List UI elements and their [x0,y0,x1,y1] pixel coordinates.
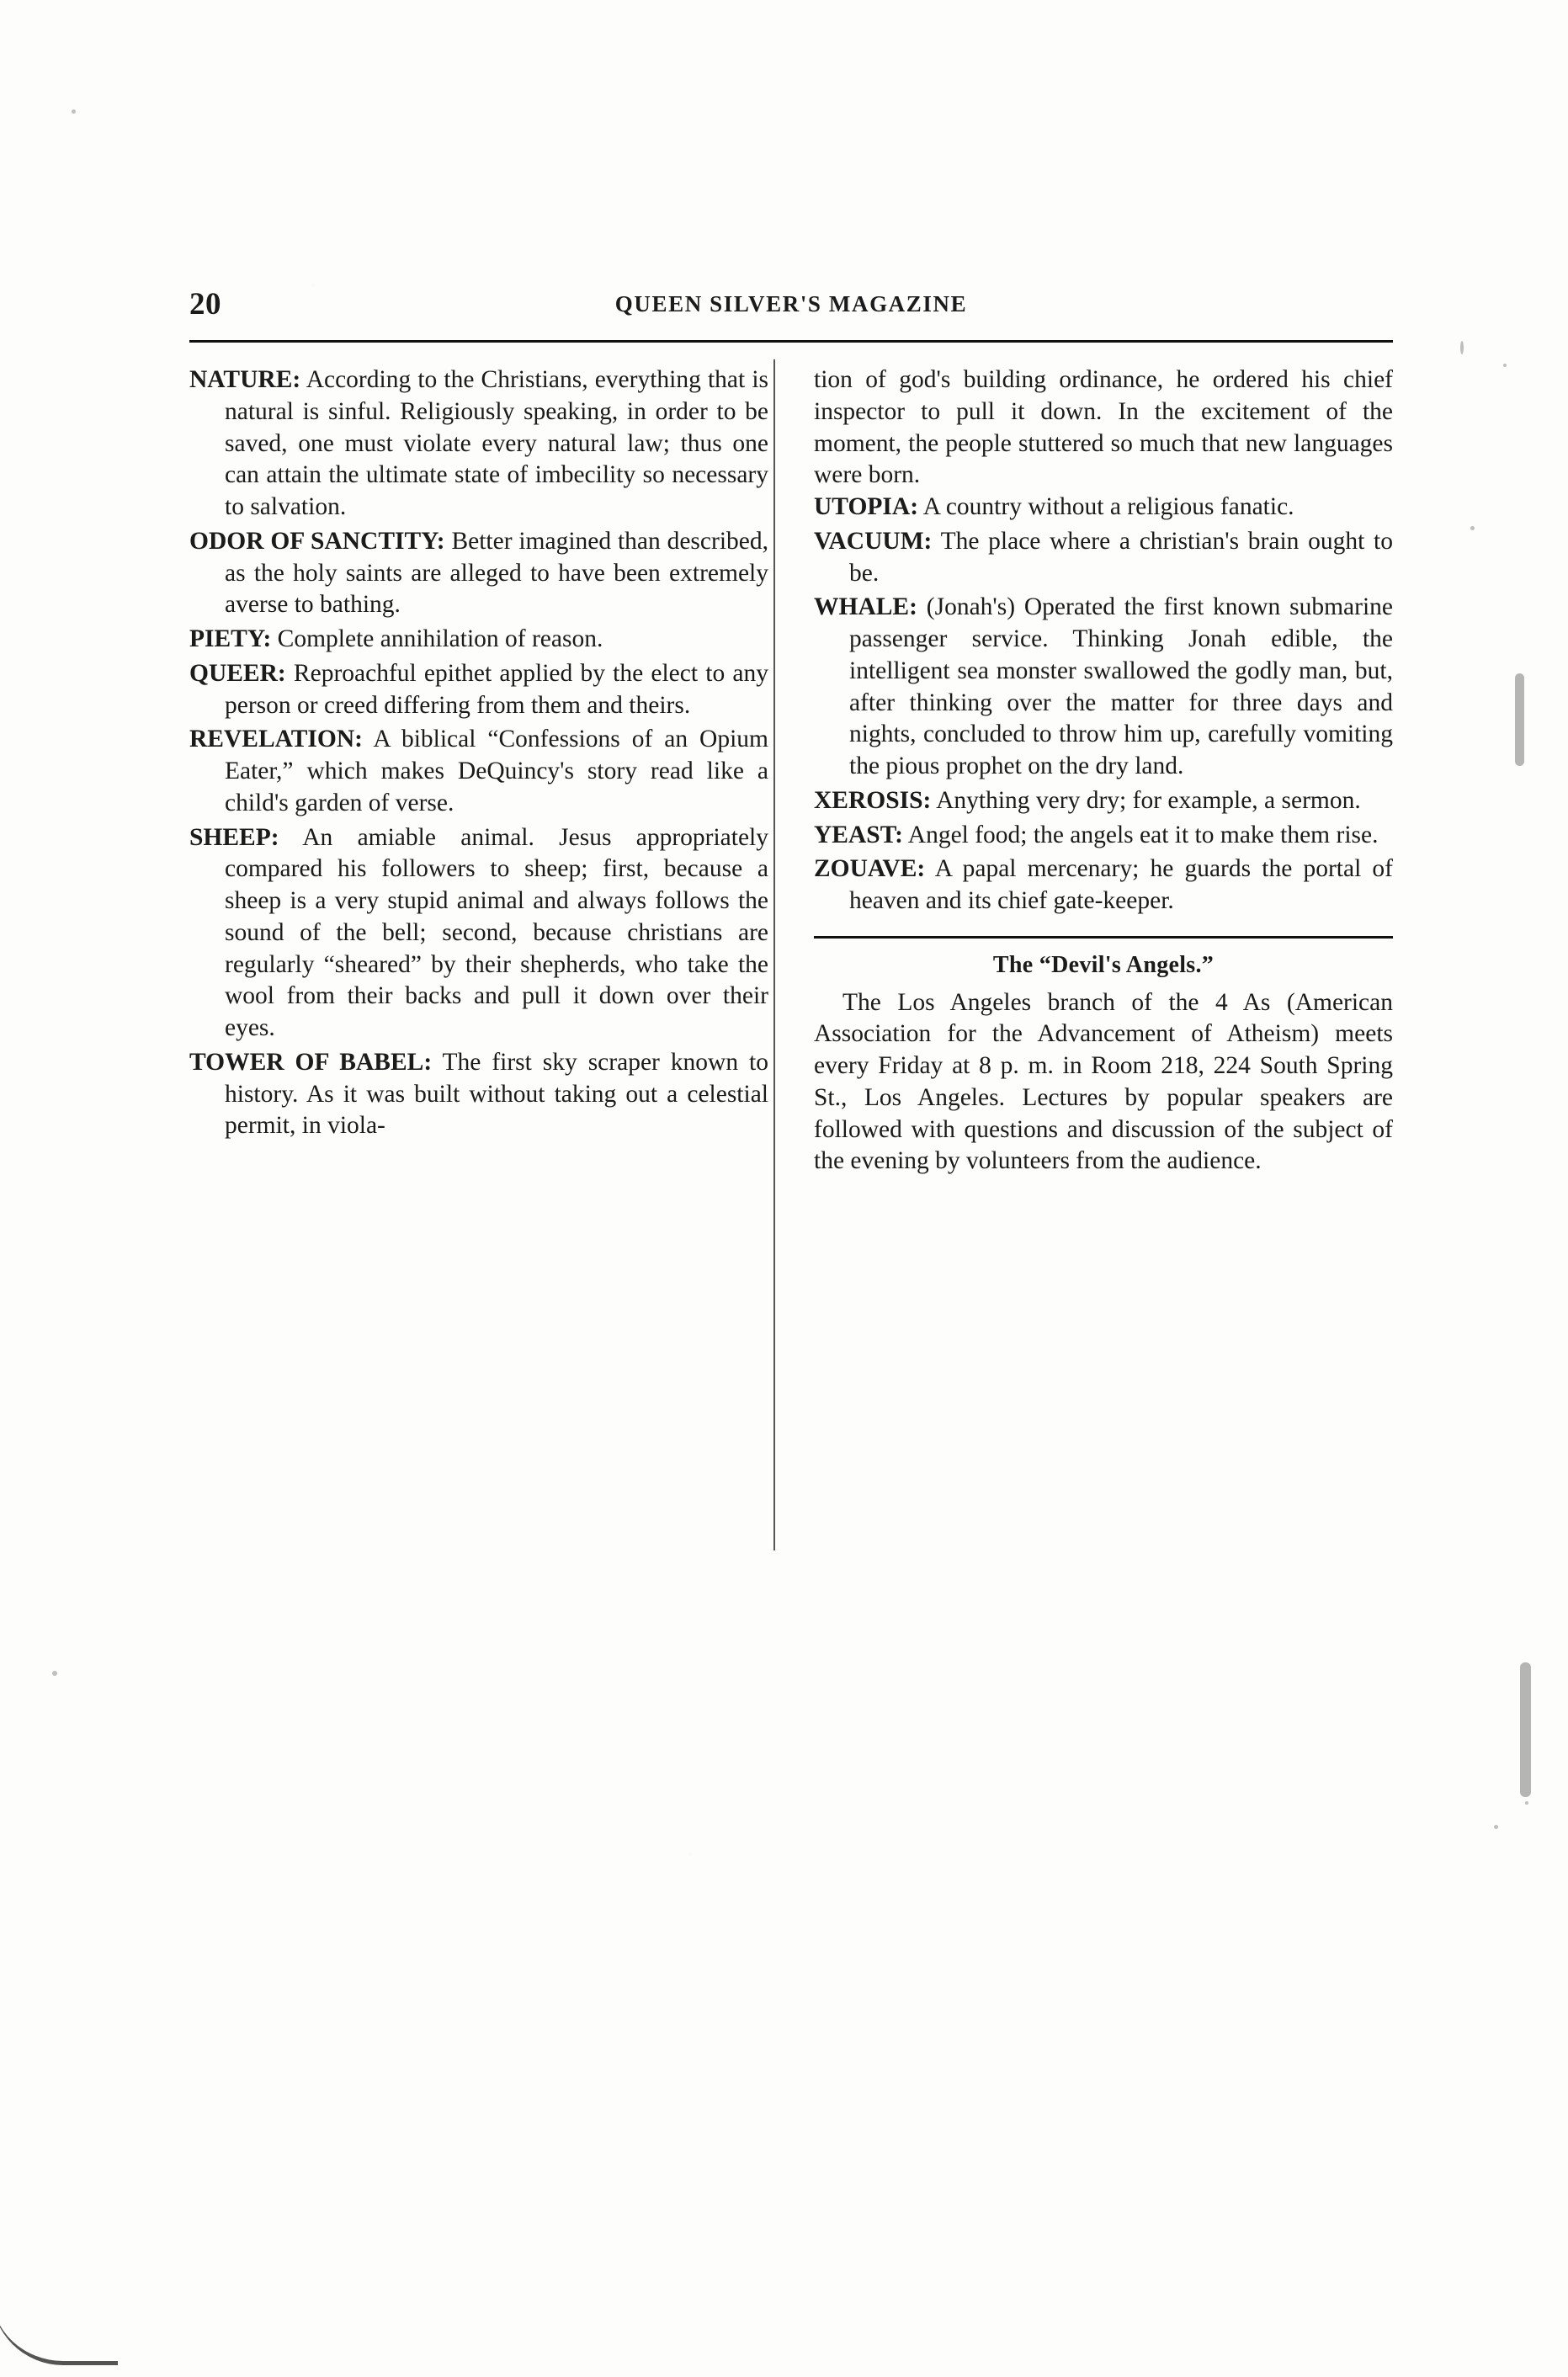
entry-term: YEAST: [814,821,904,848]
right-column [789,364,1393,1178]
glossary-entry [189,364,768,524]
margin-smudge [1515,673,1524,766]
page-number: 20 [189,287,221,322]
left-column [189,364,789,1178]
running-title: QUEEN SILVER'S MAGAZINE [614,291,968,316]
scan-speck [1460,341,1464,354]
entry-definition: Angel food; the angels eat it to make them rise. [903,821,1379,848]
glossary-entry [189,1047,768,1142]
entry-definition: A papal mercenary; he guards the portal of heaven and its chief gate-keeper. [849,855,1393,914]
notice-body: The Los Angeles branch of the 4 As (American Association for the Advancement of Atheism) meets every Friday at 8 p. m. in Room 218, 224 South Spring St., Los Angeles. Lectures by popular speakers are followed with questions and discussion of the subject of the evening by volunteers from the audience. [814,988,1393,1175]
entry-definition: Complete annihilation of reason. [271,625,603,652]
entry-term: ODOR OF SANCTITY: [189,527,445,555]
entry-term: SHEEP: [189,823,279,851]
notice-heading: The “Devil's Angels.” [992,951,1215,978]
glossary-entry [814,853,1393,917]
notice-rule [814,936,1393,939]
entry-definition: (Jonah's) Operated the first known submarine passenger service. Thinking Jonah edible, the intelligent sea monster swallowed the godly man, but, after thinking over the matter for three days and nights, concluded to throw him up, carefully vomiting the pious prophet on the dry land. [849,593,1393,779]
continued-paragraph: tion of god's building ordinance, he ordered his chief inspector to pull it down. In the excitement of the moment, the people stuttered so much that new languages were born. [814,366,1393,489]
glossary-entry [814,492,1393,524]
glossary-entry [189,624,768,656]
two-column-body [189,364,1393,1178]
entry-term: UTOPIA: [814,493,919,520]
entry-term: QUEER: [189,659,286,687]
entry-term: WHALE: [814,593,917,621]
header-rule [189,340,1393,343]
entry-definition: A biblical “Confessions of an Opium Eater,” which makes DeQuincy's story read like a child's garden of verse. [225,726,768,816]
entry-term: TOWER OF BABEL: [189,1048,433,1076]
glossary-entry [189,658,768,722]
glossary-entry [814,592,1393,783]
entry-definition: According to the Christians, everything that is natural is sinful. Religiously speaking, in order to be saved, one must violate every natural law; thus one can attain the ultimate state of imbecility so necessary to salvation. [225,366,768,520]
margin-smudge [1520,1662,1531,1797]
page-content [189,278,1393,1178]
glossary-entry [189,526,768,621]
glossary-entry [814,820,1393,852]
scan-speck [1494,1825,1498,1829]
entry-definition: The first sky scraper known to history. As it was built without taking out a celestial permit, in viola- [225,1048,768,1140]
page-header [189,278,1393,335]
glossary-entry [189,822,768,1045]
glossary-entry [814,526,1393,590]
scan-speck [52,1671,57,1676]
entry-definition: Reproachful epithet applied by the elect to any person or creed differing from them and theirs. [225,659,768,719]
entry-definition: The place where a christian's brain ought to be. [849,527,1393,587]
entry-definition: A country without a religious fanatic. [918,493,1294,520]
entry-definition: Better imagined than described, as the holy saints are alleged to have been extremely averse to bathing. [225,527,768,619]
glossary-entry [189,724,768,819]
glossary-entry [814,785,1393,817]
entry-term: NATURE: [189,366,301,393]
entry-definition: An amiable animal. Jesus appropriately compared his followers to sheep; first, because a sheep is a very stupid animal and always follows the sound of the bell; second, because christians are regularly “sheared” by their shepherds, who take the wool from their backs and pull it down over their eyes. [225,823,768,1041]
entry-term: REVELATION: [189,726,363,753]
entry-term: ZOUAVE: [814,855,926,883]
entry-term: XEROSIS: [814,786,932,814]
column-divider [773,359,775,1550]
entry-definition: Anything very dry; for example, a sermon. [931,786,1361,814]
scan-speck [1525,1801,1528,1805]
page-corner-artifact [0,2294,118,2365]
entry-term: VACUUM: [814,527,933,555]
scan-speck [1470,526,1475,530]
entry-term: PIETY: [189,625,272,652]
scan-speck [72,109,76,114]
scan-speck [1503,364,1507,367]
